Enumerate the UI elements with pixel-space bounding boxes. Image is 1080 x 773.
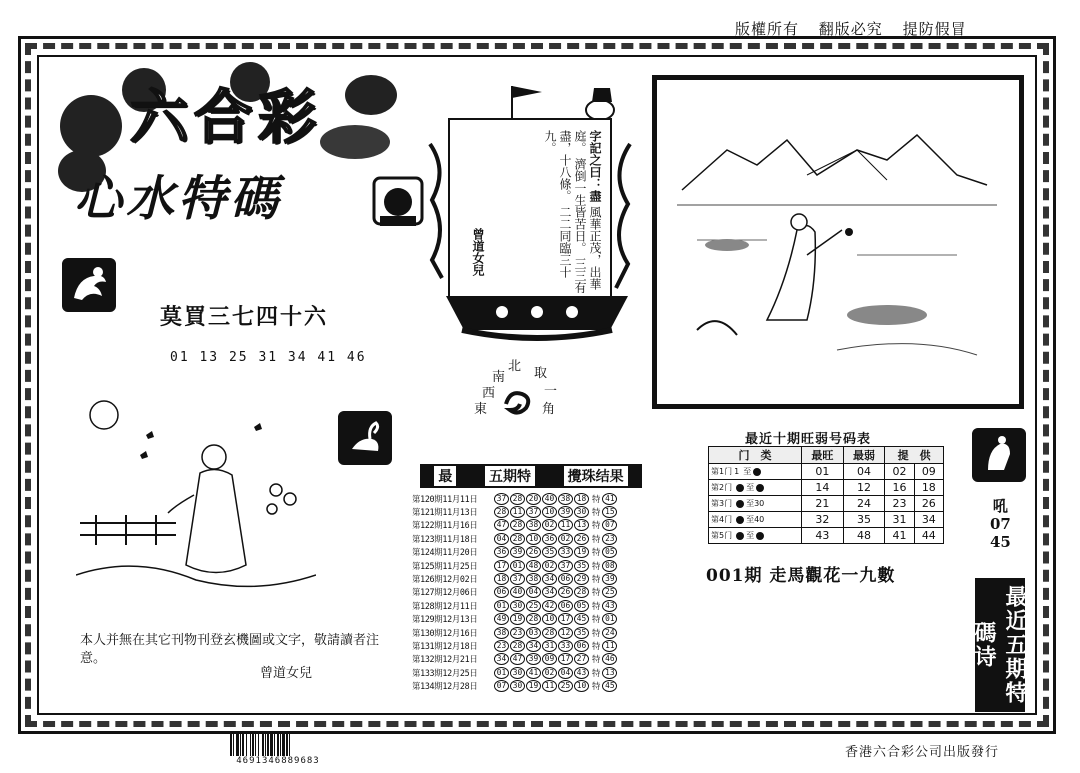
compass-one: 一 <box>544 384 558 399</box>
result-row <box>412 519 644 532</box>
hotcold-cold: 12 <box>843 480 885 496</box>
notice-copyright: 版權所有 <box>735 20 800 38</box>
hotcold-gate <box>709 480 802 496</box>
result-ball: 01 <box>510 560 525 572</box>
hotcold-hot: 32 <box>802 512 844 528</box>
verse-line: 風華正茂，出華庭。 <box>573 130 602 290</box>
boat-mast-icon <box>442 80 642 120</box>
gate-range-from: 1 <box>734 467 740 476</box>
dot-icon <box>756 532 764 540</box>
result-ball: 17 <box>558 653 573 665</box>
result-ball: 37 <box>510 573 525 585</box>
result-ball: 40 <box>542 493 557 505</box>
result-period: 第127期12月06日 <box>412 587 478 598</box>
result-row <box>412 505 644 518</box>
hotcold-hot: 01 <box>802 464 844 480</box>
result-ball: 35 <box>574 627 589 639</box>
result-ball: 28 <box>510 640 525 652</box>
result-ball: 33 <box>558 546 573 558</box>
result-ball: 20 <box>526 493 541 505</box>
result-period: 第128期12月11日 <box>412 600 478 611</box>
result-special-label: 特 <box>592 640 601 651</box>
result-special-label: 特 <box>592 493 601 504</box>
result-special-ball: 25 <box>602 586 617 598</box>
result-ball: 29 <box>574 573 589 585</box>
result-period: 第120期11月11日 <box>412 493 478 504</box>
result-ball: 19 <box>574 546 589 558</box>
result-ball: 02 <box>542 519 557 531</box>
result-period: 第125期11月25日 <box>412 560 478 571</box>
result-ball: 02 <box>558 533 573 545</box>
swan-icon <box>338 411 392 465</box>
notice-beware-fakes: 提防假冒 <box>902 20 967 38</box>
result-special-label: 特 <box>592 560 601 571</box>
result-special-label: 特 <box>592 533 601 544</box>
result-row <box>412 639 644 652</box>
result-ball: 31 <box>542 640 557 652</box>
hotcold-hot: 21 <box>802 496 844 512</box>
result-ball: 26 <box>526 546 541 558</box>
hotcold-row <box>709 512 944 528</box>
gate-range-to: 至 <box>746 531 755 540</box>
hotcold-header: 最弱 <box>843 447 885 464</box>
result-ball: 12 <box>558 627 573 639</box>
compass-corner: 角 <box>542 402 556 417</box>
result-period: 第130期12月16日 <box>412 627 478 638</box>
result-ball: 25 <box>526 600 541 612</box>
results-header-part: 五期特 <box>485 466 535 486</box>
result-ball: 34 <box>542 586 557 598</box>
notice-no-reprint: 翻版必究 <box>818 20 883 38</box>
result-ball: 28 <box>574 586 589 598</box>
result-ball: 26 <box>558 586 573 598</box>
result-row <box>412 626 644 639</box>
result-ball: 02 <box>542 560 557 572</box>
figure-icon <box>972 428 1026 482</box>
result-special-label: 特 <box>592 614 601 625</box>
result-ball: 34 <box>526 640 541 652</box>
hotcold-cold: 24 <box>843 496 885 512</box>
result-period: 第121期11月13日 <box>412 507 478 518</box>
hotcold-table <box>708 446 944 544</box>
result-special-ball: 08 <box>602 560 617 572</box>
result-ball: 37 <box>526 506 541 518</box>
result-ball: 11 <box>510 506 525 518</box>
hotcold-provide: 09 <box>914 464 943 480</box>
hint-numbers: 01 13 25 31 34 41 46 <box>170 350 367 365</box>
result-special-ball: 39 <box>602 573 617 585</box>
sail-ornament-icon <box>604 140 632 290</box>
result-ball: 38 <box>494 627 509 639</box>
result-ball: 28 <box>526 613 541 625</box>
result-period: 第123期11月18日 <box>412 533 478 544</box>
hotcold-row <box>709 528 944 544</box>
hotcold-provide: 23 <box>885 496 914 512</box>
result-special-ball: 23 <box>602 533 617 545</box>
result-ball: 19 <box>526 680 541 692</box>
decorative-circle <box>60 95 122 157</box>
result-ball: 38 <box>526 573 541 585</box>
results-table <box>412 492 644 693</box>
result-period: 第129期12月13日 <box>412 614 478 625</box>
hotcold-body <box>709 464 944 544</box>
result-special-label: 特 <box>592 547 601 558</box>
verse-text <box>542 130 602 298</box>
hotcold-provide: 16 <box>885 480 914 496</box>
boat-hull-icon <box>442 290 632 342</box>
result-ball: 45 <box>574 613 589 625</box>
result-ball: 06 <box>574 640 589 652</box>
result-row <box>412 613 644 626</box>
result-special-label: 特 <box>592 587 601 598</box>
hotcold-cold: 04 <box>843 464 885 480</box>
result-row <box>412 559 644 572</box>
verse-line: 三三有盡，十八條。 <box>558 130 587 294</box>
dot-icon <box>736 532 744 540</box>
result-special-label: 特 <box>592 507 601 518</box>
bird-icon <box>62 258 116 312</box>
result-special-label: 特 <box>592 600 601 611</box>
compass-east: 東 <box>474 402 488 417</box>
result-ball: 01 <box>494 600 509 612</box>
result-ball: 10 <box>542 506 557 518</box>
hotcold-row <box>709 480 944 496</box>
result-ball: 42 <box>542 600 557 612</box>
result-ball: 38 <box>526 519 541 531</box>
result-ball: 30 <box>574 506 589 518</box>
result-row <box>412 679 644 692</box>
result-ball: 39 <box>558 506 573 518</box>
result-ball: 01 <box>494 667 509 679</box>
hotcold-header-row <box>709 447 944 464</box>
result-row <box>412 572 644 585</box>
compass-north: 北 <box>508 359 522 374</box>
hotcold-title: 最近十期旺弱号码表 <box>745 432 872 447</box>
result-period: 第122期11月16日 <box>412 520 478 531</box>
decorative-circle <box>345 75 397 115</box>
side-code <box>990 497 1011 551</box>
result-special-ball: 11 <box>602 640 617 652</box>
result-ball: 05 <box>574 600 589 612</box>
result-ball: 27 <box>574 653 589 665</box>
result-ball: 47 <box>494 519 509 531</box>
hotcold-provide: 31 <box>885 512 914 528</box>
result-special-label: 特 <box>592 574 601 585</box>
result-ball: 23 <box>494 640 509 652</box>
dot-icon <box>736 516 744 524</box>
result-special-ball: 05 <box>602 546 617 558</box>
dot-icon <box>736 484 744 492</box>
result-ball: 39 <box>526 653 541 665</box>
result-ball: 48 <box>526 560 541 572</box>
result-ball: 47 <box>510 653 525 665</box>
hotcold-header: 最旺 <box>802 447 844 464</box>
hotcold-cold: 48 <box>843 528 885 544</box>
result-ball: 34 <box>542 573 557 585</box>
result-row <box>412 599 644 612</box>
result-period: 第134期12月28日 <box>412 681 478 692</box>
hotcold-cold: 35 <box>843 512 885 528</box>
result-ball: 37 <box>558 560 573 572</box>
barcode-icon <box>229 734 327 756</box>
result-row <box>412 492 644 505</box>
hotcold-hot: 14 <box>802 480 844 496</box>
gate-label: 第5门 <box>711 531 733 540</box>
gate-range-to: 至30 <box>746 499 765 508</box>
result-ball: 10 <box>574 680 589 692</box>
result-ball: 04 <box>558 667 573 679</box>
result-special-ball: 15 <box>602 506 617 518</box>
result-period: 第131期12月18日 <box>412 640 478 651</box>
result-special-ball: 07 <box>602 519 617 531</box>
gate-label: 第2门 <box>711 483 733 492</box>
result-ball: 10 <box>526 533 541 545</box>
result-ball: 04 <box>526 586 541 598</box>
result-special-ball: 43 <box>602 600 617 612</box>
result-ball: 34 <box>494 653 509 665</box>
dragon-icon <box>500 384 536 420</box>
gate-range-to: 至40 <box>746 515 765 524</box>
compass-take: 取 <box>534 366 548 381</box>
gate-range-to: 至 <box>746 483 755 492</box>
result-special-label: 特 <box>592 520 601 531</box>
gate-label: 第3门 <box>711 499 733 508</box>
hotcold-provide: 18 <box>914 480 943 496</box>
hotcold-gate <box>709 528 802 544</box>
result-ball: 17 <box>558 613 573 625</box>
result-ball: 09 <box>542 653 557 665</box>
result-special-ball: 13 <box>602 667 617 679</box>
result-period: 第126期12月02日 <box>412 574 478 585</box>
result-ball: 37 <box>494 493 509 505</box>
result-row <box>412 532 644 545</box>
gate-label: 第1门 <box>711 467 733 476</box>
result-period: 第133期12月25日 <box>412 667 478 678</box>
sail-ornament-icon <box>428 140 452 280</box>
result-ball: 02 <box>542 667 557 679</box>
results-header-part: 攪珠结果 <box>564 466 628 486</box>
verse-line: 濟倒一生皆苦日。 <box>573 157 587 254</box>
result-special-ball: 45 <box>602 680 617 692</box>
girl-garden-illustration <box>76 395 316 605</box>
result-special-ball: 41 <box>602 493 617 505</box>
result-ball: 36 <box>494 546 509 558</box>
result-ball: 40 <box>510 586 525 598</box>
result-ball: 06 <box>558 573 573 585</box>
subtitle: 心水特碼 <box>74 171 283 227</box>
hotcold-header: 提 供 <box>885 447 944 464</box>
result-ball: 43 <box>574 667 589 679</box>
results-header <box>420 464 642 488</box>
hotcold-provide: 44 <box>914 528 943 544</box>
result-ball: 23 <box>510 627 525 639</box>
side-code-bottom: 45 <box>990 533 1011 551</box>
result-special-label: 特 <box>592 654 601 665</box>
hotcold-row <box>709 496 944 512</box>
hotcold-provide: 02 <box>885 464 914 480</box>
result-ball: 11 <box>558 519 573 531</box>
emblem-icon <box>372 172 424 230</box>
result-ball: 28 <box>510 533 525 545</box>
dot-icon <box>756 484 764 492</box>
verse-line: 二二同臨三十九。 <box>543 130 572 278</box>
recent-special-poem-title: 最近五期特碼诗 <box>975 578 1025 712</box>
result-ball: 30 <box>510 680 525 692</box>
result-ball: 28 <box>542 627 557 639</box>
result-ball: 06 <box>558 600 573 612</box>
hotcold-hot: 43 <box>802 528 844 544</box>
result-row <box>412 653 644 666</box>
side-code-mid: 07 <box>990 515 1011 533</box>
result-row <box>412 546 644 559</box>
period-hint: 001期 走馬觀花一九數 <box>706 566 896 586</box>
result-ball: 07 <box>494 680 509 692</box>
disclaimer-signature: 曾道女兒 <box>260 666 313 681</box>
result-ball: 18 <box>574 493 589 505</box>
result-special-label: 特 <box>592 667 601 678</box>
result-ball: 49 <box>494 613 509 625</box>
hotcold-provide: 34 <box>914 512 943 528</box>
result-ball: 04 <box>494 533 509 545</box>
result-ball: 30 <box>510 600 525 612</box>
hotcold-gate <box>709 512 802 528</box>
result-ball: 19 <box>510 613 525 625</box>
disclaimer-text: 本人并無在其它刊物刊登玄機圖或文字，敬請讀者注意。 <box>80 633 380 666</box>
result-ball: 06 <box>494 586 509 598</box>
hotcold-row <box>709 464 944 480</box>
result-ball: 25 <box>558 680 573 692</box>
hint-dont-buy: 莫買三七四十六 <box>160 304 329 330</box>
result-special-ball: 01 <box>602 613 617 625</box>
result-ball: 28 <box>510 493 525 505</box>
result-ball: 35 <box>542 546 557 558</box>
result-ball: 30 <box>510 667 525 679</box>
result-ball: 39 <box>510 546 525 558</box>
result-row <box>412 586 644 599</box>
result-ball: 11 <box>542 680 557 692</box>
result-ball: 03 <box>526 627 541 639</box>
landscape-illustration <box>652 75 1024 409</box>
side-code-top: 吼 <box>992 497 1008 515</box>
result-period: 第124期11月20日 <box>412 547 478 558</box>
result-row <box>412 666 644 679</box>
hotcold-gate <box>709 496 802 512</box>
gate-label: 第4门 <box>711 515 733 524</box>
result-ball: 41 <box>526 667 541 679</box>
result-ball: 18 <box>494 573 509 585</box>
verse-signature: 曾道女兒 <box>471 228 485 276</box>
compass-south: 南 <box>492 370 506 385</box>
result-ball: 28 <box>494 506 509 518</box>
result-special-label: 特 <box>592 681 601 692</box>
barcode-number: 4691346889683 <box>236 756 320 766</box>
hotcold-header: 门 类 <box>709 447 802 464</box>
result-ball: 36 <box>542 533 557 545</box>
compass-west: 西 <box>482 386 496 401</box>
results-header-part: 最 <box>434 466 456 486</box>
result-ball: 10 <box>542 613 557 625</box>
result-period: 第132期12月21日 <box>412 654 478 665</box>
decorative-circle <box>320 125 390 159</box>
hotcold-gate <box>709 464 802 480</box>
publisher: 香港六合彩公司出版發行 <box>845 745 1000 760</box>
result-special-ball: 46 <box>602 653 617 665</box>
hotcold-provide: 26 <box>914 496 943 512</box>
result-ball: 33 <box>558 640 573 652</box>
hotcold-provide: 41 <box>885 528 914 544</box>
verse-heading: 字記之曰：盡 <box>588 130 602 202</box>
result-ball: 26 <box>574 533 589 545</box>
gate-range-to: 至 <box>743 467 752 476</box>
result-ball: 35 <box>574 560 589 572</box>
dot-icon <box>753 468 761 476</box>
result-ball: 38 <box>558 493 573 505</box>
result-ball: 17 <box>494 560 509 572</box>
main-title: 六合彩 <box>130 83 323 151</box>
dot-icon <box>736 500 744 508</box>
result-special-ball: 24 <box>602 627 617 639</box>
result-special-label: 特 <box>592 627 601 638</box>
result-ball: 28 <box>510 519 525 531</box>
result-ball: 13 <box>574 519 589 531</box>
